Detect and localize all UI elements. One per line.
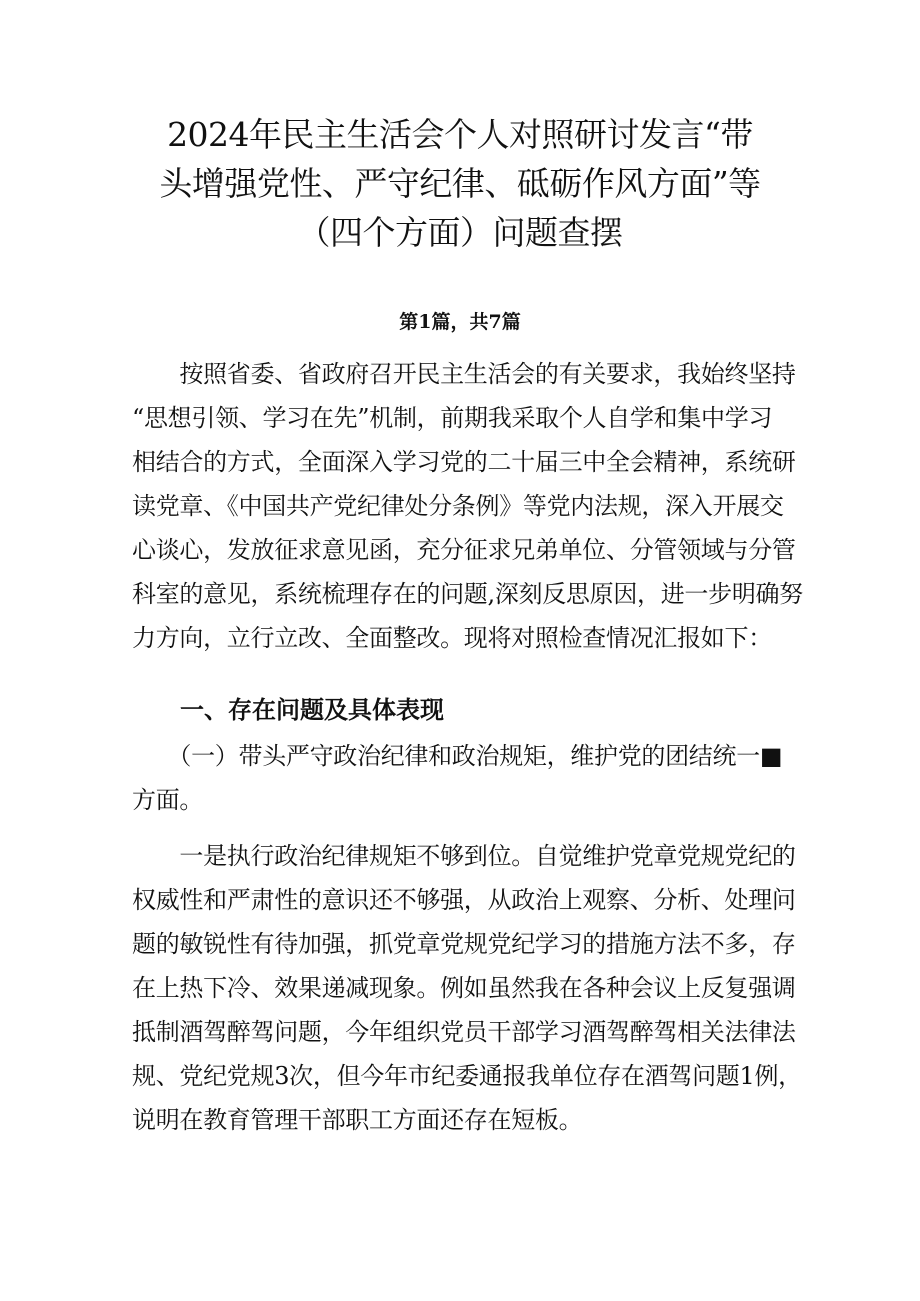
intro-line-4: 读党章、《中国共产党纪律处分条例》等党内法规，深入开展交 <box>132 492 784 520</box>
subsection-line-2: 方面。 <box>132 786 204 814</box>
subsection-line-1: （一）带头严守政治纪律和政治规矩，维护党的团结统一■ <box>132 742 783 770</box>
title-line-1: 2024年民主生活会个人对照研讨发言“带 <box>167 115 753 154</box>
title-line-2: 头增强党性、严守纪律、砥砺作风方面”等 <box>159 164 761 203</box>
section-heading: 一、存在问题及具体表现 <box>180 695 444 724</box>
para-one-line-5: 抵制酒驾醉驾问题，今年组织党员干部学习酒驾醉驾相关法律法 <box>132 1018 796 1046</box>
title-line-3: （四个方面）问题查摆 <box>297 213 623 252</box>
intro-line-2: “思想引领、学习在先”机制，前期我采取个人自学和集中学习 <box>132 404 773 432</box>
para-one-line-7: 说明在教育管理干部职工方面还存在短板。 <box>132 1106 583 1134</box>
part-label: 第1篇，共7篇 <box>399 311 521 333</box>
document-title <box>110 110 810 257</box>
intro-paragraph <box>132 352 803 660</box>
intro-line-5: 心谈心，发放征求意见函，充分征求兄弟单位、分管领域与分管 <box>132 536 796 564</box>
subsection-heading <box>132 734 797 822</box>
para-one-line-6: 规、党纪党规3次，但今年市纪委通报我单位存在酒驾问题1例， <box>132 1062 802 1090</box>
intro-line-3: 相结合的方式，全面深入学习党的二十届三中全会精神，系统研 <box>132 448 796 476</box>
intro-line-6: 科室的意见，系统梳理存在的问题,深刻反思原因，进一步明确努 <box>132 580 803 608</box>
intro-line-1: 按照省委、省政府召开民主生活会的有关要求，我始终坚持 <box>132 360 796 388</box>
para-one-line-4: 在上热下冷、效果递减现象。例如虽然我在各种会议上反复强调 <box>132 974 796 1002</box>
para-one-line-1: 一是执行政治纪律规矩不够到位。自觉维护党章党规党纪的 <box>132 842 796 870</box>
para-one-line-3: 题的敏锐性有待加强，抓党章党规党纪学习的措施方法不多，存 <box>132 930 796 958</box>
para-one-line-2: 权威性和严肃性的意识还不够强，从政治上观察、分析、处理问 <box>132 886 796 914</box>
intro-line-7: 力方向，立行立改、全面整改。现将对照检查情况汇报如下： <box>132 624 772 652</box>
paragraph-one <box>132 834 802 1142</box>
